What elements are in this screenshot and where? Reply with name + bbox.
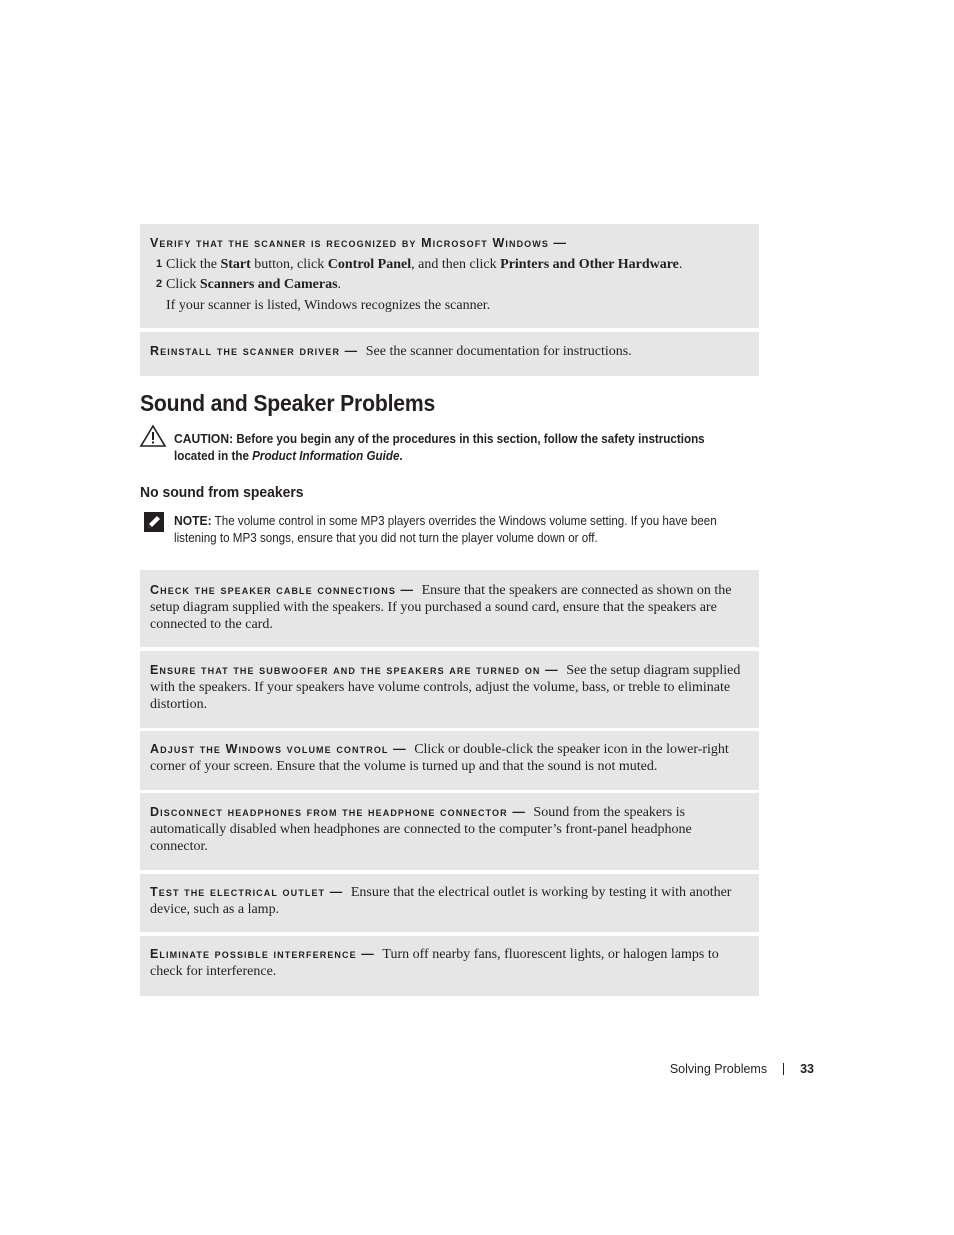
verify-scanner-box — [140, 224, 759, 328]
start-button-ref: Start — [220, 257, 251, 272]
scanner-listed-note: If your scanner is listed, Windows recognizes the scanner. — [166, 298, 491, 313]
caution-notice — [174, 430, 718, 465]
page-footer — [670, 1062, 814, 1076]
footer-section: Solving Problems — [669, 1062, 768, 1076]
tip-text: Ensure that the speakers are connected as shown on the setup diagram supplied with the speakers. If you purchased a sound card, ensure that the speakers are connected to the card. — [150, 583, 732, 632]
note-notice — [174, 512, 718, 547]
control-panel-ref: Control Panel — [327, 257, 412, 272]
tip-heading: Check the speaker cable connections — — [150, 583, 415, 597]
note-pencil-icon — [144, 512, 164, 532]
reinstall-driver-text: See the scanner documentation for instructions. — [365, 344, 632, 359]
scanners-cameras-ref: Scanners and Cameras — [199, 277, 338, 292]
step-text: button, click — [250, 257, 328, 272]
tip-check-speaker-cables — [140, 570, 759, 647]
step-2 — [150, 276, 749, 293]
tip-text: Turn off nearby fans, fluorescent lights, or halogen lamps to check for interference. — [150, 947, 719, 979]
step-1 — [150, 256, 749, 273]
step-text: . — [337, 277, 342, 292]
section-title: Sound and Speaker Problems — [140, 390, 436, 416]
footer-divider — [783, 1063, 784, 1075]
tip-disconnect-headphones — [140, 793, 759, 870]
tip-text: Click or double-click the speaker icon in the lower-right corner of your screen. Ensure that the volume is turned up and that the sound is not muted. — [150, 742, 729, 774]
tip-adjust-volume — [140, 731, 759, 790]
caution-text: Before you begin any of the procedures in this section, follow the safety instructions located in the Product Information Guide. — [174, 432, 705, 463]
note-text: The volume control in some MP3 players overrides the Windows volume setting. If you have been listening to MP3 songs, ensure that you did not turn the player volume down or off. — [174, 514, 717, 545]
tip-text: Sound from the speakers is automatically disabled when headphones are connected to the computer’s front-panel headphone connector. — [150, 805, 692, 854]
tip-heading: Test the electrical outlet — — [150, 885, 344, 899]
tip-heading: Ensure that the subwoofer and the speakers are turned on — — [150, 663, 559, 677]
tip-eliminate-interference — [140, 936, 759, 996]
step-text: , and then click — [411, 257, 501, 272]
tip-text: Ensure that the electrical outlet is working by testing it with another device, such as a lamp. — [150, 885, 732, 917]
tip-heading: Disconnect headphones from the headphone connector — — [150, 805, 526, 819]
caution-label: CAUTION: — [174, 431, 234, 446]
step-text: . — [678, 257, 683, 272]
page-number: 33 — [800, 1062, 814, 1076]
tip-text: See the setup diagram supplied with the speakers. If your speakers have volume controls, adjust the volume, bass, or treble to eliminate distortion. — [150, 663, 741, 712]
caution-triangle-icon — [139, 424, 167, 448]
printers-hardware-ref: Printers and Other Hardware — [500, 257, 679, 272]
product-guide-ref: Product Information Guide — [252, 449, 400, 463]
step-text: Click — [166, 277, 200, 292]
reinstall-driver-box — [140, 332, 759, 376]
note-label: NOTE: — [174, 513, 212, 528]
subsection-title: No sound from speakers — [140, 484, 304, 501]
tip-test-outlet — [140, 874, 759, 932]
verify-scanner-heading: Verify that the scanner is recognized by Microsoft Windows — — [150, 236, 568, 250]
step-number: 2 — [156, 278, 163, 290]
step-number: 1 — [156, 258, 163, 270]
reinstall-driver-heading: Reinstall the scanner driver — — [150, 344, 359, 358]
tip-heading: Adjust the Windows volume control — — [150, 742, 407, 756]
step-text: Click the — [166, 257, 221, 272]
tip-heading: Eliminate possible interference — — [150, 947, 375, 961]
tip-ensure-speakers-on — [140, 651, 759, 728]
